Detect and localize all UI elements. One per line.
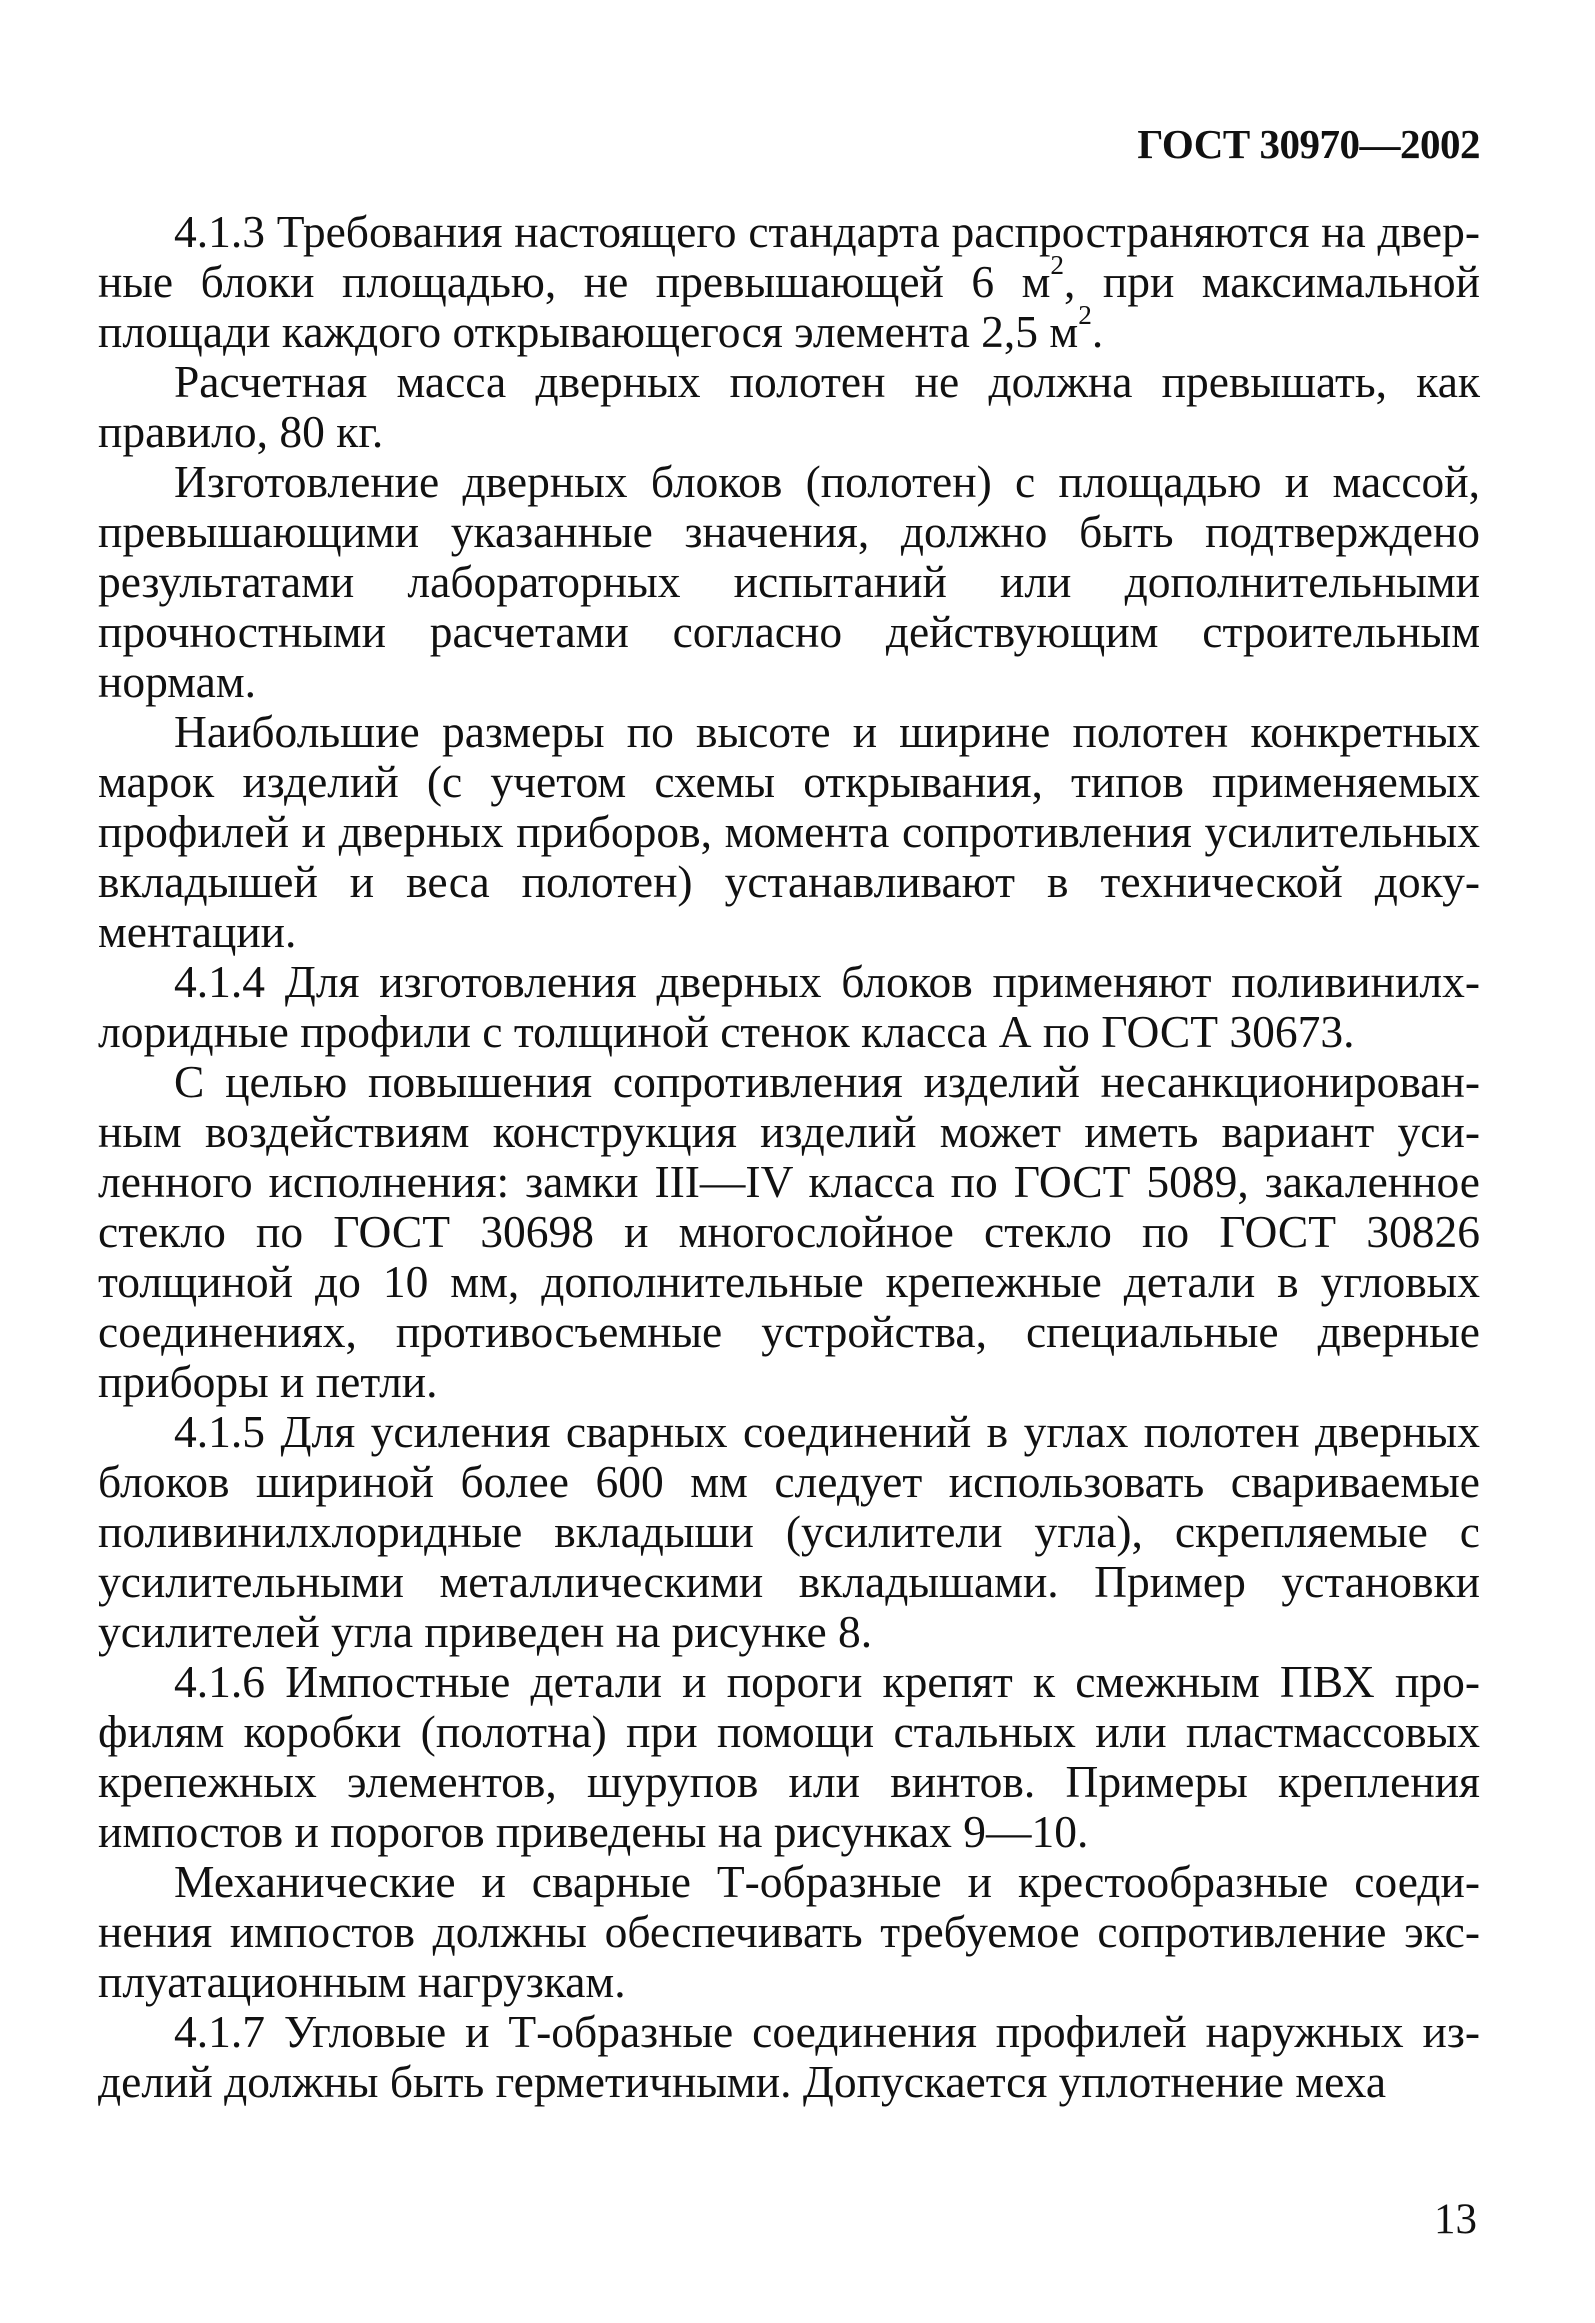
paragraph-4-1-3-text-middle: , при максимальной площади каждого открывающегося элемента 2,5 м [98, 256, 1480, 357]
paragraph-mechanical-joints: Механические и сварные Т-образные и крестообразные соединения импостов должны обеспечивать требуемое сопротивление эксплуатационным нагрузкам. [98, 1856, 1480, 2007]
paragraph-4-1-7: 4.1.7 Угловые и Т-образные соединения профилей наружных изделий должны быть герметичными. Допускается уплотнение меха [98, 2006, 1480, 2107]
page-number: 13 [1434, 2196, 1477, 2243]
paragraph-reinforced-version: С целью повышения сопротивления изделий несанкционированным воздействиям конструкция изделий может иметь вариант усиленного исполнения: замки III—IV класса по ГОСТ 5089, закаленное стекло по ГОСТ 30698 и многослойное стекло по ГОСТ 30826 толщиной до 10 мм, дополнительные крепежные детали в угловых соединениях, противосъемные устройства, специальные дверные приборы и петли. [98, 1056, 1480, 1407]
paragraph-4-1-6: 4.1.6 Импостные детали и пороги крепят к смежным ПВХ профилям коробки (полотна) при помощи стальных или пластмассовых крепежных элементов, шурупов или винтов. Примеры крепления импостов и порогов приведены на рисунках 9—10. [98, 1656, 1480, 1857]
paragraph-4-1-4: 4.1.4 Для изготовления дверных блоков применяют поливинилхлоридные профили с толщиной стенок класса А по ГОСТ 30673. [98, 956, 1480, 1057]
paragraph-4-1-3 [98, 207, 1480, 357]
document-body [98, 207, 1480, 2107]
paragraph-manufacturing: Изготовление дверных блоков (полотен) с площадью и массой, превышающими указанные значения, должно быть подтверждено результатами лабораторных испытаний или дополнительными прочностными расчетами согласно действующим строительным нормам. [98, 456, 1480, 707]
paragraph-4-1-5: 4.1.5 Для усиления сварных соединений в углах полотен дверных блоков шириной более 600 мм следует использовать свариваемые поливинилхлоридные вкладыши (усилители угла), скрепляемые с усилительными металлическими вкладышами. Пример установки усилителей угла приведен на рисунке 8. [98, 1406, 1480, 1657]
paragraph-mass: Расчетная масса дверных полотен не должна превышать, как правило, 80 кг. [98, 356, 1480, 457]
superscript-square-2: 2 [1078, 299, 1092, 330]
paragraph-max-dimensions: Наибольшие размеры по высоте и ширине полотен конкретных марок изделий (с учетом схемы открывания, типов применяемых профилей и дверных приборов, момента сопротивления усилительных вкладышей и веса полотен) устанавливают в технической документации. [98, 706, 1480, 957]
paragraph-4-1-3-text-start: 4.1.3 Требования настоящего стандарта распространяются на дверные блоки площадью, не превышающей 6 м [98, 206, 1480, 307]
document-header-code: ГОСТ 30970—2002 [1137, 121, 1480, 167]
paragraph-4-1-3-text-end: . [1091, 306, 1104, 357]
superscript-square-1: 2 [1050, 249, 1065, 280]
